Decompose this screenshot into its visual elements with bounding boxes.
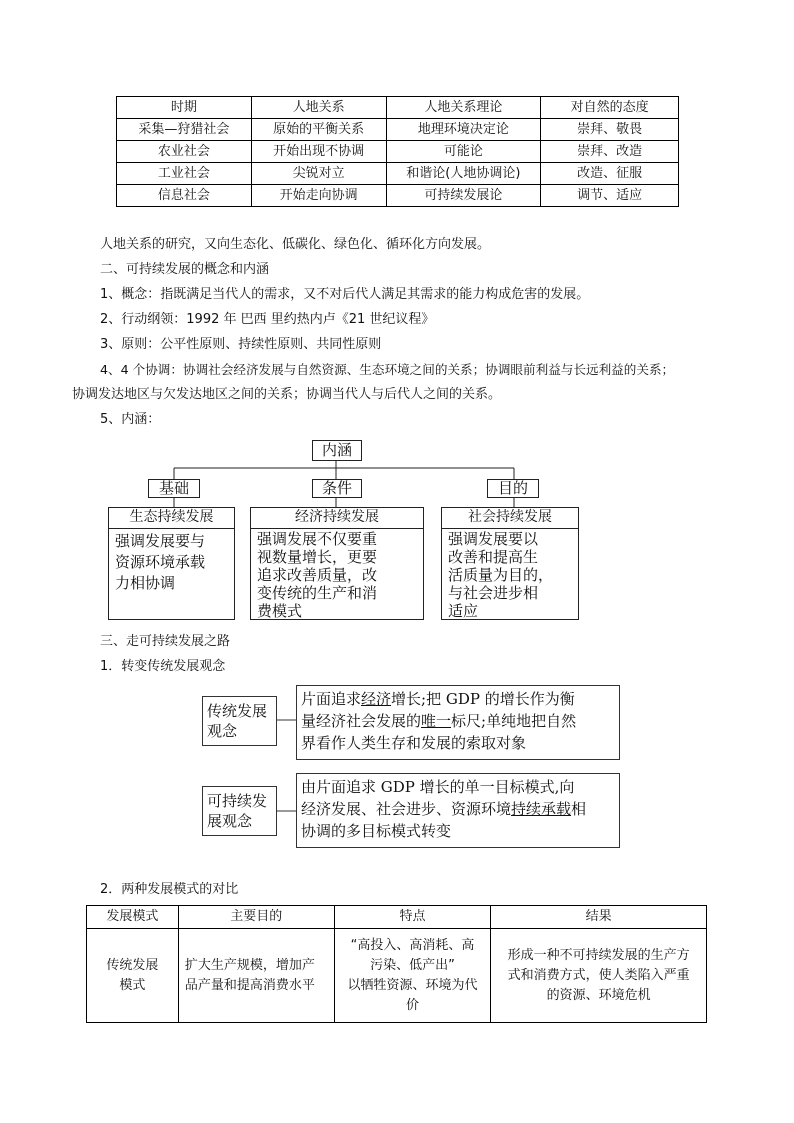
table-cell: 农业社会 — [117, 141, 252, 163]
sustainable-concept-label — [202, 786, 277, 836]
table-cell-result — [491, 929, 707, 1023]
diagram-root: 内涵 — [312, 440, 362, 461]
branch-label-goal: 目的 — [487, 479, 539, 498]
text-span: 相 — [571, 800, 587, 818]
text-line: 界看作人类生存和发展的索取对象 — [301, 734, 527, 752]
header-cell: 人地关系理论 — [386, 97, 541, 119]
table-cell: 开始出现不协调 — [251, 141, 386, 163]
traditional-concept-label — [202, 696, 277, 746]
text-line: 污染、低产出” — [370, 957, 455, 973]
table-cell: 工业社会 — [117, 163, 252, 185]
header-cell: 对自然的态度 — [541, 97, 679, 119]
underlined-keyword: 唯一 — [421, 712, 452, 730]
coordination-line-2: 协调发达地区与欠发达地区之间的关系；协调当代人与后代人之间的关系。 — [72, 387, 502, 402]
text-line: 强调发展不仅要重 — [257, 530, 378, 548]
intro-paragraph: 人地关系的研究，又向生态化、低碳化、绿色化、循环化方向发展。 — [100, 237, 491, 252]
text-line: 模式 — [119, 977, 146, 993]
table-cell-mode — [87, 929, 179, 1023]
text-line — [301, 710, 615, 732]
text-line: 式和消费方式，使人类陷入严重 — [507, 967, 690, 983]
underlined-keyword: 经济 — [361, 690, 392, 708]
text-line: 改善和提高生 — [448, 548, 539, 566]
text-line: 活质量为目的， — [448, 566, 554, 584]
text-line: 价 — [405, 997, 419, 1013]
text-line: “高投入、高消耗、高 — [350, 937, 475, 953]
text-line: 强调发展要与 — [115, 532, 206, 550]
header-cell: 发展模式 — [87, 906, 179, 929]
table-cell: 崇拜、敬畏 — [541, 119, 679, 141]
social-title: 社会持续发展 — [442, 508, 578, 529]
section-3-title: 三、走可持续发展之路 — [100, 634, 231, 649]
text-line — [301, 798, 615, 820]
table-cell: 开始走向协调 — [251, 185, 386, 207]
label-line: 可持续发 — [207, 792, 268, 810]
coordination-line-1: 4、4 个协调：协调社会经济发展与自然资源、生态环境之间的关系；协调眼前利益与长远利益的关系； — [100, 362, 675, 377]
branch-label-condition: 条件 — [312, 479, 362, 498]
ecological-title: 生态持续发展 — [109, 508, 234, 529]
table-cell: 和谐论(人地协调论) — [386, 163, 541, 185]
table-header-row — [87, 906, 707, 929]
text-line: 形成一种不可持续发展的生产方 — [507, 947, 690, 963]
text-line: 变传统的生产和消 — [257, 584, 378, 602]
text-line: 扩大生产规模，增加产 — [184, 957, 315, 973]
text-line — [301, 688, 615, 710]
connotation-label: 5、内涵： — [100, 412, 161, 427]
text-line: 强调发展要以 — [448, 530, 539, 548]
text-line: 协调的多目标模式转变 — [301, 822, 452, 840]
text-line: 力相协调 — [115, 574, 176, 592]
sustainable-concept-box — [296, 773, 620, 848]
text-line: 资源环境承载 — [115, 553, 206, 571]
header-cell: 时期 — [117, 97, 252, 119]
header-cell: 人地关系 — [251, 97, 386, 119]
text-line: 以牺牲资源、环境为代 — [347, 977, 478, 993]
table-cell-purpose — [178, 929, 334, 1023]
table-cell: 可能论 — [386, 141, 541, 163]
traditional-concept-box — [296, 685, 620, 760]
text-line: 费模式 — [257, 602, 303, 620]
table-cell: 原始的平衡关系 — [251, 119, 386, 141]
table-row — [87, 929, 707, 1023]
text-line: 追求改善质量，改 — [257, 566, 378, 584]
text-line: 传统发展 — [106, 957, 159, 973]
text-line: 视数量增长，更要 — [257, 548, 378, 566]
text-line: 品产量和提高消费水平 — [184, 977, 315, 993]
label-line: 展观念 — [207, 812, 253, 830]
label-line: 观念 — [207, 722, 238, 740]
text-span: 片面追求 — [301, 690, 362, 708]
text-span: 增长;把 GDP 的增长作为衡 — [391, 690, 575, 708]
development-mode-comparison-table — [86, 905, 707, 1023]
economic-title: 经济持续发展 — [251, 508, 423, 529]
concept-line: 1、概念：指既满足当代人的需求，又不对后代人满足其需求的能力构成危害的发展。 — [100, 287, 590, 302]
table-cell: 尖锐对立 — [251, 163, 386, 185]
text-line: 由片面追求 GDP 增长的单一目标模式,向 — [301, 778, 575, 796]
header-cell: 结果 — [491, 906, 707, 929]
text-line: 适应 — [448, 602, 479, 620]
label-line: 传统发展 — [207, 702, 268, 720]
text-line: 与社会进步相 — [448, 584, 539, 602]
section-2-title: 二、可持续发展的概念和内涵 — [100, 262, 270, 277]
header-cell: 主要目的 — [178, 906, 334, 929]
table-cell: 调节、适应 — [541, 185, 679, 207]
text-line: 的资源、环境危机 — [546, 987, 651, 1003]
table-cell-feature — [334, 929, 491, 1023]
table-cell: 信息社会 — [117, 185, 252, 207]
section-3-sub-1: 1．转变传统发展观念 — [100, 659, 226, 674]
text-span: 经济发展、社会进步、资源环境 — [301, 800, 512, 818]
table-cell: 崇拜、改造 — [541, 141, 679, 163]
underlined-keyword: 持续承载 — [511, 800, 572, 818]
section-3-sub-2: 2．两种发展模式的对比 — [100, 882, 239, 897]
table-cell: 改造、征服 — [541, 163, 679, 185]
table-cell: 可持续发展论 — [386, 185, 541, 207]
principle-line: 3、原则：公平性原则、持续性原则、共同性原则 — [100, 337, 382, 352]
program-line: 2、行动纲领：1992 年 巴西 里约热内卢《21 世纪议程》 — [100, 312, 435, 327]
header-cell: 特点 — [334, 906, 491, 929]
table-cell: 采集—狩猎社会 — [117, 119, 252, 141]
table-cell: 地理环境决定论 — [386, 119, 541, 141]
text-span: 标尺;单纯地把自然 — [451, 712, 577, 730]
text-span: 量经济社会发展的 — [301, 712, 422, 730]
branch-label-foundation: 基础 — [148, 479, 200, 498]
